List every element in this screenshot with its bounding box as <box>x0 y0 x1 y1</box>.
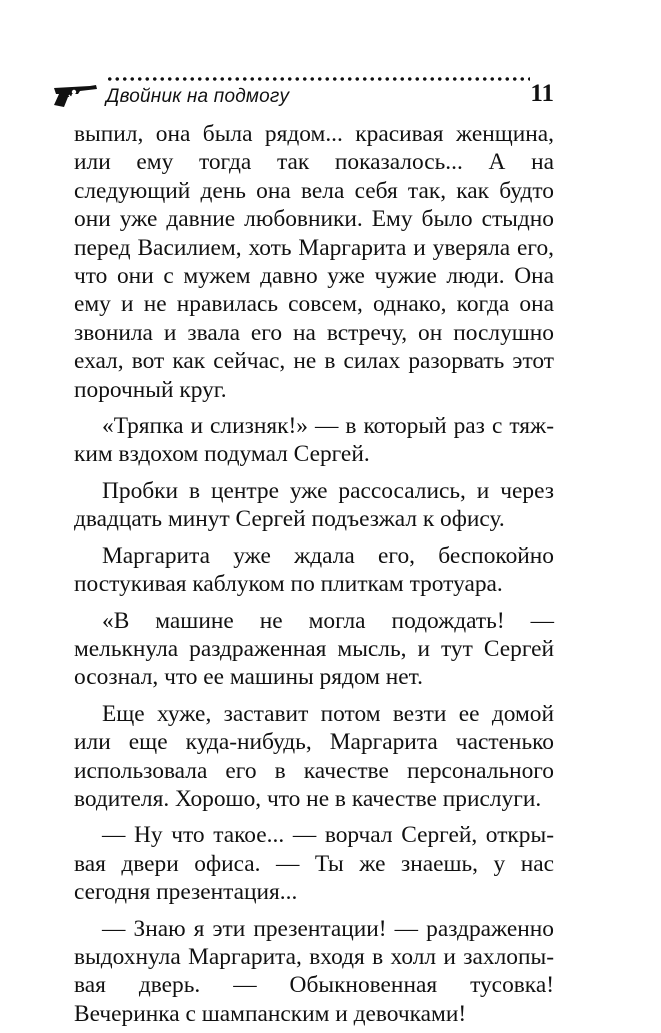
body-text <box>74 120 554 1028</box>
dotted-rule <box>106 74 530 84</box>
paragraph: Еще хуже, заставит потом везти ее домой или еще куда-нибудь, Маргарита частенько использовала его в качестве персонального водителя. Хорошо, что не в качестве прислуги. <box>74 700 554 812</box>
paragraph: «В машине не могла подождать! — мелькнула раздраженная мысль, и тут Сергей осознал, что ее машины рядом нет. <box>74 607 554 691</box>
paragraph: — Ну что такое... — ворчал Сергей, открывая двери офиса. — Ты же знаешь, у нас сегодня презентация... <box>74 822 554 906</box>
page-header <box>50 72 560 118</box>
paragraph: «Тряпка и слизняк!» — в который раз с тяжким вздохом подумал Сергей. <box>74 413 554 468</box>
paragraph: Пробки в центре уже рассосались, и через двадцать минут Сергей подъезжал к офису. <box>74 477 554 533</box>
paragraph: Маргарита уже ждала его, беспокойно постукивая каблуком по плиткам тротуара. <box>74 542 554 598</box>
paragraph: выпил, она была рядом... красивая женщина, или ему тогда так показалось... А на следующий день она вела себя так, как будто они уже давние любовники. Ему было стыдно перед Василием, хоть Маргарита и уверяла его, что они с мужем давно уже чужие люди. Она ему и не нравилась совсем, однако, когда она звонила и звала его на встречу, он послушно ехал, вот как сейчас, не в силах разорвать этот порочный круг. <box>74 121 554 403</box>
paragraph: — Знаю я эти презентации! — раздраженно выдохнула Маргарита, входя в холл и захлопывая дверь. — Обыкновенная тусовка! Вечеринка с шампанским и девочками! <box>74 915 554 1027</box>
page-number: 11 <box>530 80 554 107</box>
running-title: Двойник на подмогу <box>106 86 290 107</box>
revolver-icon <box>50 82 100 108</box>
